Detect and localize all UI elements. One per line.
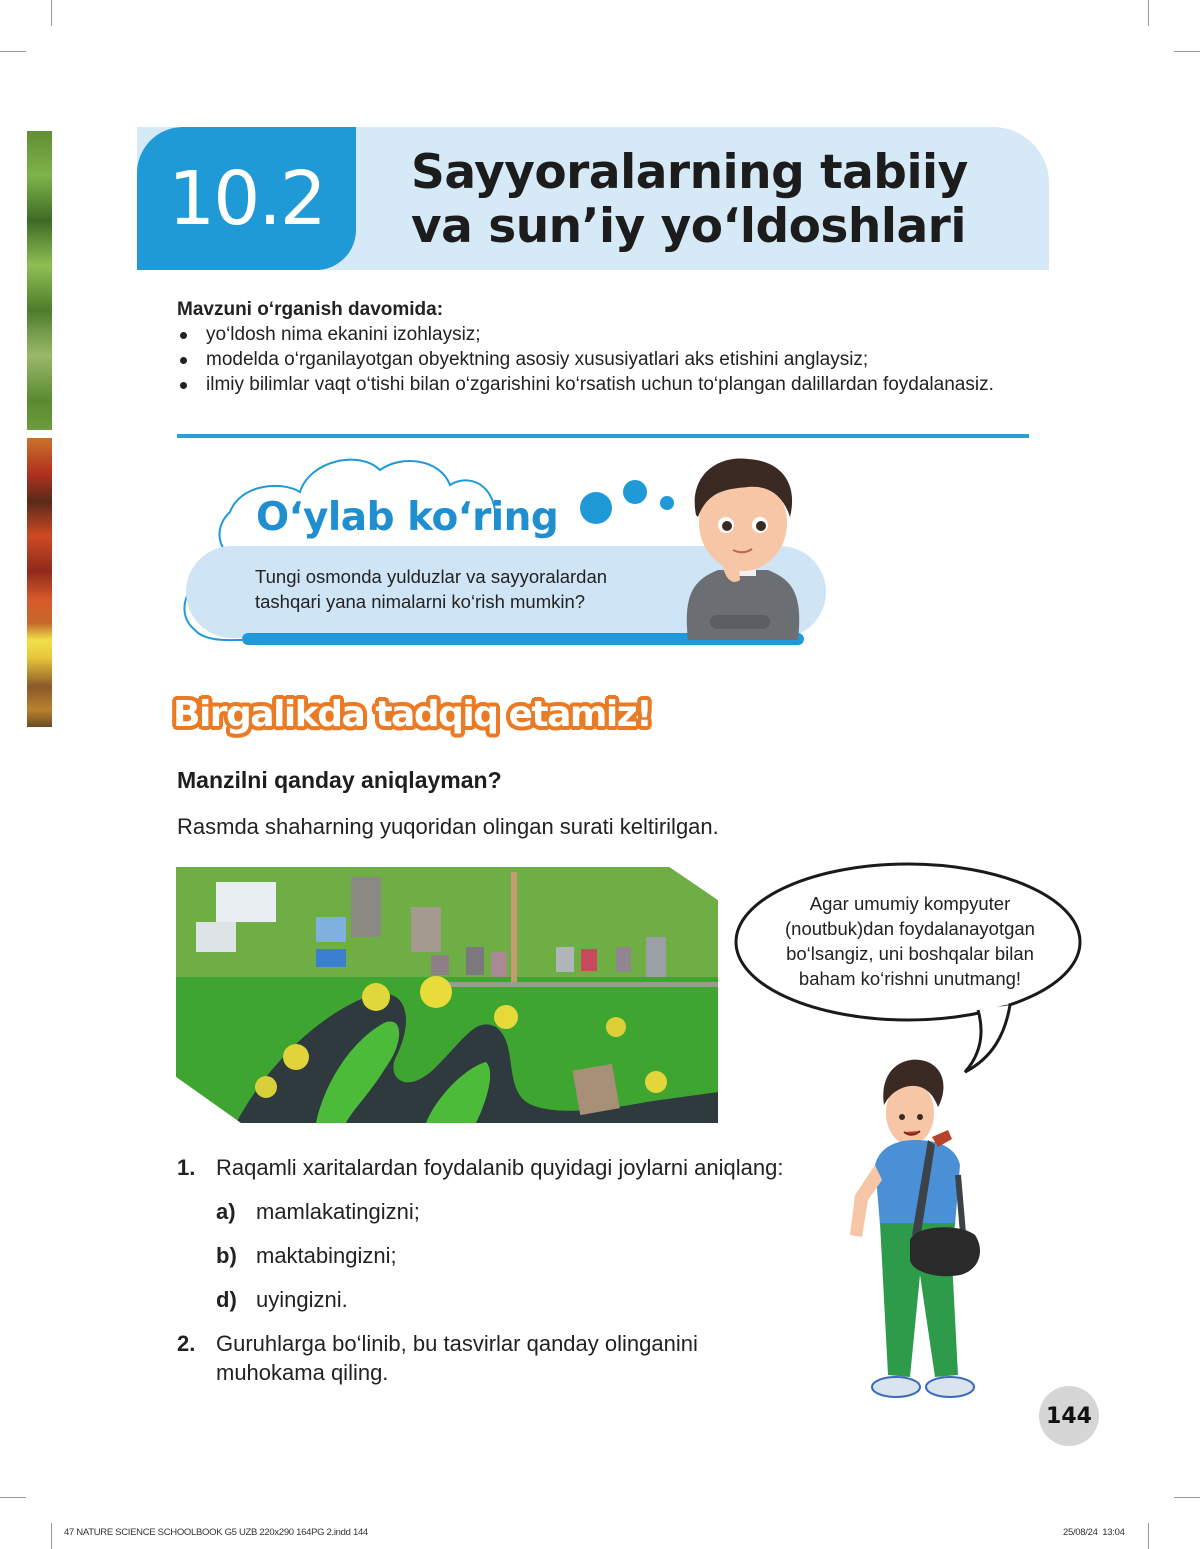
objectives-list bbox=[177, 322, 1037, 397]
crop-mark bbox=[1148, 1523, 1149, 1549]
print-file-slug: 47 NATURE SCIENCE SCHOOLBOOK G5 UZB 220x290 164PG 2.indd 144 bbox=[64, 1527, 368, 1538]
subitem-text: uyingizni. bbox=[256, 1287, 348, 1312]
lesson-title bbox=[411, 146, 968, 254]
side-strip-summer-image bbox=[27, 131, 52, 430]
lesson-title-line1: Sayyoralarning tabiiy bbox=[411, 145, 968, 200]
crop-mark bbox=[51, 1523, 52, 1549]
print-timestamp bbox=[1063, 1527, 1125, 1538]
page-number-badge: 144 bbox=[1039, 1386, 1099, 1446]
crop-mark bbox=[1174, 51, 1200, 52]
task-subitem-d bbox=[177, 1285, 783, 1314]
objectives-heading: Mavzuni o‘rganish davomida: bbox=[177, 299, 444, 320]
bubble-line: Agar umumiy kompyuter bbox=[809, 893, 1011, 914]
think-box-question bbox=[255, 564, 607, 614]
task-item-2 bbox=[177, 1329, 783, 1387]
speech-bubble-text bbox=[760, 891, 1060, 991]
subitem-letter: a) bbox=[216, 1199, 236, 1224]
crop-mark bbox=[0, 51, 26, 52]
aerial-city-photo bbox=[176, 867, 718, 1123]
crop-mark bbox=[0, 1497, 26, 1498]
task-text-line1: Guruhlarga bo‘linib, bu tasvirlar qanday olinganini bbox=[216, 1331, 698, 1356]
boy-with-bag-illustration bbox=[840, 1035, 1010, 1415]
activity-subheading: Manzilni qanday aniqlayman? bbox=[177, 767, 502, 793]
think-question-line1: Tungi osmonda yulduzlar va sayyoralardan bbox=[255, 566, 608, 587]
crop-mark bbox=[1148, 0, 1149, 26]
print-time: 13:04 bbox=[1102, 1527, 1125, 1538]
subitem-letter: b) bbox=[216, 1243, 237, 1268]
thought-dot-large bbox=[580, 492, 612, 524]
thought-dot-medium bbox=[623, 480, 647, 504]
task-item-1 bbox=[177, 1153, 783, 1182]
print-date: 25/08/24 bbox=[1063, 1527, 1098, 1538]
bubble-line: (noutbuk)dan foydalanayotgan bbox=[785, 918, 1035, 939]
objective-item: yo‘ldosh nima ekanini izohlaysiz; bbox=[177, 322, 1037, 347]
objective-item: ilmiy bilimlar vaqt o‘tishi bilan o‘zgarishini ko‘rsatish uchun to‘plangan dalillardan foydalanasiz. bbox=[177, 372, 1037, 397]
objective-item: modelda o‘rganilayotgan obyektning asosiy xususiyatlari aks etishini anglaysiz; bbox=[177, 347, 1037, 372]
section-divider bbox=[177, 434, 1029, 438]
subitem-text: mamlakatingizni; bbox=[256, 1199, 420, 1224]
task-number: 1. bbox=[177, 1155, 196, 1180]
task-number: 2. bbox=[177, 1331, 196, 1356]
task-list bbox=[177, 1153, 783, 1387]
task-text: Raqamli xaritalardan foydalanib quyidagi joylarni aniqlang: bbox=[216, 1155, 784, 1180]
task-text-line2: muhokama qiling. bbox=[216, 1360, 389, 1385]
crop-mark bbox=[51, 0, 52, 26]
side-strip-autumn-image bbox=[27, 438, 52, 727]
bubble-line: bo‘lsangiz, uni boshqalar bilan bbox=[786, 943, 1034, 964]
subitem-letter: d) bbox=[216, 1287, 237, 1312]
activity-intro-text: Rasmda shaharning yuqoridan olingan surati keltirilgan. bbox=[177, 814, 719, 839]
section-title: Birgalikda tadqiq etamiz! bbox=[173, 694, 652, 735]
learning-objectives bbox=[177, 297, 1037, 397]
lesson-number: 10.2 bbox=[137, 127, 356, 270]
subitem-text: maktabingizni; bbox=[256, 1243, 397, 1268]
task-subitem-a bbox=[177, 1197, 783, 1226]
crop-mark bbox=[1174, 1497, 1200, 1498]
thinking-boy-illustration bbox=[668, 455, 818, 640]
task-subitem-b bbox=[177, 1241, 783, 1270]
think-box-title: O‘ylab ko‘ring bbox=[256, 495, 559, 540]
think-question-line2: tashqari yana nimalarni ko‘rish mumkin? bbox=[255, 591, 586, 612]
bubble-line: baham ko‘rishni unutmang! bbox=[798, 968, 1022, 989]
lesson-title-line2: va sun’iy yo‘ldoshlari bbox=[411, 199, 966, 254]
